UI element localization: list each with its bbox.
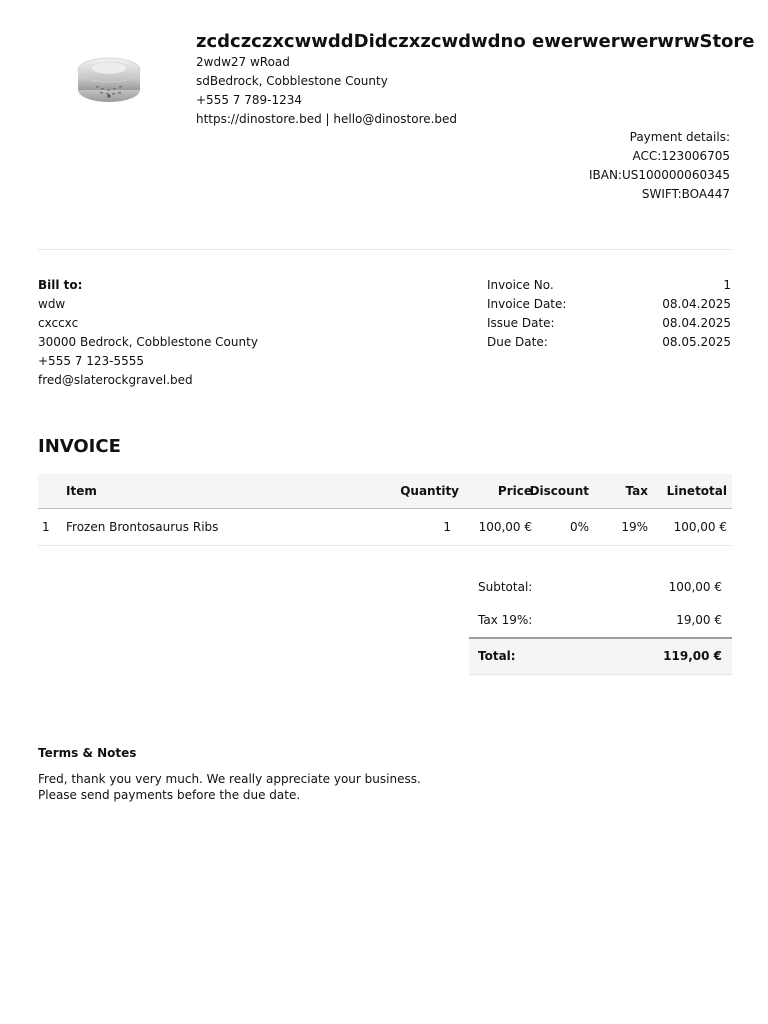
total-value: 119,00 € — [663, 649, 722, 663]
store-phone: +555 7 789-1234 — [196, 93, 302, 107]
store-name: zcdczczxcwwddDidczxzcwdwdno ewerwerwerwrwStore — [196, 31, 755, 52]
header-linetotal: Linetotal — [666, 484, 727, 498]
meta-value: 08.04.2025 — [662, 316, 731, 330]
table-row — [38, 509, 732, 546]
items-table-header — [38, 474, 732, 509]
terms-line: Fred, thank you very much. We really appreciate your business. — [38, 772, 421, 786]
header-quantity: Quantity — [400, 484, 459, 498]
terms-title: Terms & Notes — [38, 746, 137, 760]
header-item: Item — [66, 484, 97, 498]
bill-to-line: +555 7 123-5555 — [38, 354, 144, 368]
bill-to — [38, 276, 258, 390]
store-address-line2: sdBedrock, Cobblestone County — [196, 74, 388, 88]
row-price: 100,00 € — [478, 520, 532, 534]
store-address-line1: 2wdw27 wRoad — [196, 55, 290, 69]
invoice-number-row — [487, 276, 731, 295]
tax-row — [469, 604, 732, 637]
items-table — [38, 474, 732, 546]
payment-iban: IBAN:US100000060345 — [588, 168, 730, 182]
subtotal-label: Subtotal: — [478, 580, 533, 594]
issue-date-row — [487, 314, 731, 333]
header-tax: Tax — [625, 484, 648, 498]
payment-acc: ACC:123006705 — [632, 149, 730, 163]
invoice-meta — [487, 276, 731, 352]
subtotal-value: 100,00 € — [668, 580, 722, 594]
meta-label: Invoice No. — [487, 278, 554, 292]
row-linetotal: 100,00 € — [673, 520, 727, 534]
row-discount: 0% — [569, 520, 589, 534]
total-label: Total: — [478, 649, 516, 663]
bill-to-label: Bill to: — [38, 278, 83, 292]
bill-to-line: fred@slaterockgravel.bed — [38, 373, 193, 387]
meta-value: 08.04.2025 — [662, 297, 731, 311]
terms-text — [38, 771, 421, 803]
total-row — [469, 637, 732, 675]
meta-label: Issue Date: — [487, 316, 555, 330]
meta-value: 1 — [723, 278, 731, 292]
invoice-date-row — [487, 295, 731, 314]
row-quantity: 1 — [443, 520, 451, 534]
row-tax: 19% — [621, 520, 648, 534]
store-logo — [70, 38, 148, 118]
payment-label: Payment details: — [629, 130, 730, 144]
invoice-title: INVOICE — [38, 436, 121, 457]
store-contact — [196, 53, 457, 129]
payment-swift: SWIFT:BOA447 — [641, 187, 730, 201]
bill-to-line: cxccxc — [38, 316, 79, 330]
header-price: Price — [497, 484, 532, 498]
bill-to-line: wdw — [38, 297, 66, 311]
row-item: Frozen Brontosaurus Ribs — [66, 520, 219, 534]
payment-details — [589, 128, 730, 204]
tax-value: 19,00 € — [676, 613, 722, 627]
totals — [469, 571, 732, 675]
terms-line: Please send payments before the due date. — [38, 788, 301, 802]
header-divider — [38, 249, 732, 250]
due-date-row — [487, 333, 731, 352]
tax-label: Tax 19%: — [478, 613, 533, 627]
header-discount: Discount — [529, 484, 589, 498]
row-index: 1 — [42, 520, 50, 534]
subtotal-row — [469, 571, 732, 604]
meta-value: 08.05.2025 — [662, 335, 731, 349]
meta-label: Due Date: — [487, 335, 548, 349]
meta-label: Invoice Date: — [487, 297, 567, 311]
store-web-email: https://dinostore.bed | hello@dinostore.bed — [196, 112, 458, 126]
bill-to-line: 30000 Bedrock, Cobblestone County — [38, 335, 258, 349]
